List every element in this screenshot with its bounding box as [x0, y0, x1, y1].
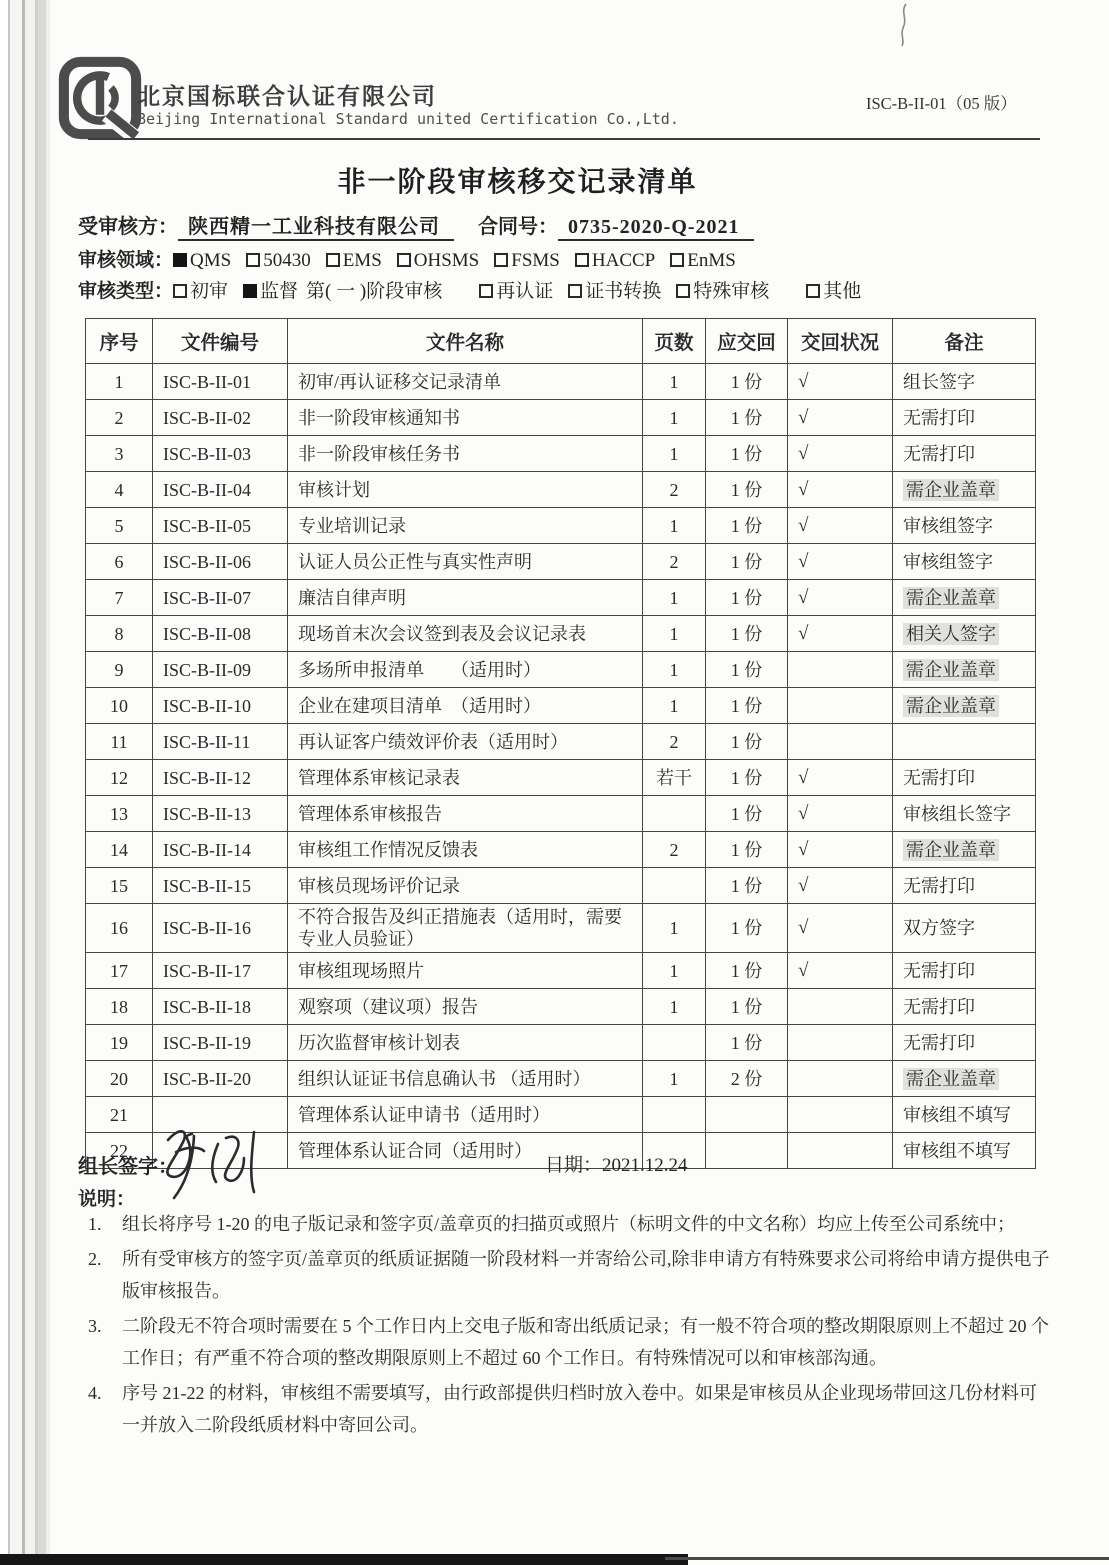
cell-doc-code: ISC-B-II-18 [153, 989, 288, 1025]
note-number: 2. [88, 1249, 102, 1269]
cell-return-status: √ [788, 953, 893, 989]
cell-return-status [788, 1133, 893, 1169]
cell-due: 1 份 [706, 796, 788, 832]
checkbox-unchecked-icon [676, 284, 690, 298]
cell-return-status [788, 989, 893, 1025]
cell-doc-name: 管理体系审核报告 [288, 796, 643, 832]
cell-remark [893, 832, 1036, 868]
date-label: 日期： [545, 1155, 603, 1176]
cell-remark: 审核组不填写 [893, 1133, 1036, 1169]
cell-due: 1 份 [706, 989, 788, 1025]
domain-option-EMS: EMS [326, 250, 382, 271]
cell-pages [643, 868, 706, 904]
note-item [88, 1243, 1053, 1307]
cell-due: 1 份 [706, 1025, 788, 1061]
cell-return-status [788, 1025, 893, 1061]
document-table-body [86, 364, 1036, 1169]
cell-serial: 15 [86, 868, 153, 904]
note-text: 序号 21-22 的材料，审核组不需要填写，由行政部提供归档时放入卷中。如果是审核员从企业现场带回这几份材料可一并放入二阶段纸质材料中寄回公司。 [122, 1383, 1037, 1435]
cell-doc-code: ISC-B-II-08 [153, 616, 288, 652]
cell-return-status [788, 724, 893, 760]
cell-doc-name: 非一阶段审核通知书 [288, 400, 643, 436]
audit-domain-label: 审核领域： [78, 250, 174, 271]
cell-pages: 1 [643, 580, 706, 616]
highlighted-remark: 需企业盖章 [903, 479, 999, 501]
type-option-初审: 初审 [173, 281, 228, 302]
table-row [86, 580, 1036, 616]
certification-logo-icon [58, 56, 142, 140]
cell-doc-name: 审核员现场评价记录 [288, 868, 643, 904]
cell-return-status: √ [788, 364, 893, 400]
cell-due [706, 1097, 788, 1133]
cell-pages: 1 [643, 1061, 706, 1097]
scan-bottom-band [0, 1554, 688, 1565]
table-row [86, 688, 1036, 724]
cell-remark: 审核组签字 [893, 508, 1036, 544]
column-header: 序号 [86, 319, 153, 364]
cell-doc-code: ISC-B-II-12 [153, 760, 288, 796]
cell-due: 1 份 [706, 472, 788, 508]
cell-doc-code: ISC-B-II-19 [153, 1025, 288, 1061]
header-divider [88, 138, 1040, 140]
checkbox-checked-icon [243, 284, 257, 298]
type-option-特殊审核: 特殊审核 [676, 281, 769, 302]
cell-remark: 无需打印 [893, 400, 1036, 436]
cell-doc-name: 初审/再认证移交记录清单 [288, 364, 643, 400]
highlighted-remark: 需企业盖章 [903, 695, 999, 717]
cell-pages: 1 [643, 364, 706, 400]
cell-return-status: √ [788, 832, 893, 868]
cell-pages: 2 [643, 472, 706, 508]
cell-serial: 5 [86, 508, 153, 544]
cell-return-status [788, 1097, 893, 1133]
table-row [86, 616, 1036, 652]
cell-remark [893, 616, 1036, 652]
table-row [86, 1061, 1036, 1097]
table-row [86, 400, 1036, 436]
company-name-en: Beijing International Standard united Certification Co.,Ltd. [137, 110, 679, 128]
table-row [86, 832, 1036, 868]
cell-serial: 10 [86, 688, 153, 724]
table-row [86, 472, 1036, 508]
cell-doc-name: 廉洁自律声明 [288, 580, 643, 616]
cell-due: 1 份 [706, 868, 788, 904]
cell-serial: 6 [86, 544, 153, 580]
cell-remark [893, 724, 1036, 760]
checkbox-checked-icon [173, 253, 187, 267]
cell-serial: 14 [86, 832, 153, 868]
table-row [86, 868, 1036, 904]
cell-doc-code: ISC-B-II-02 [153, 400, 288, 436]
type-option-其他: 其他 [806, 281, 861, 302]
stage-text: 第( 一 )阶段审核 [306, 281, 443, 302]
cell-remark [893, 652, 1036, 688]
cell-doc-name: 专业培训记录 [288, 508, 643, 544]
cell-due: 1 份 [706, 544, 788, 580]
domain-option-EnMS: EnMS [670, 250, 736, 271]
checkbox-unchecked-icon [806, 284, 820, 298]
scan-bottom-line [665, 1557, 1109, 1560]
highlighted-remark: 需企业盖章 [903, 839, 999, 861]
cell-serial: 9 [86, 652, 153, 688]
cell-serial: 3 [86, 436, 153, 472]
cell-pages [643, 1097, 706, 1133]
cell-pages: 2 [643, 832, 706, 868]
cell-doc-name: 再认证客户绩效评价表（适用时） [288, 724, 643, 760]
note-number: 1. [88, 1214, 102, 1234]
cell-serial: 12 [86, 760, 153, 796]
cell-due: 2 份 [706, 1061, 788, 1097]
cell-remark: 无需打印 [893, 953, 1036, 989]
checkbox-unchecked-icon [173, 284, 187, 298]
column-header: 页数 [643, 319, 706, 364]
form-code: ISC-B-II-01（05 版） [866, 94, 1017, 113]
cell-remark: 审核组签字 [893, 544, 1036, 580]
cell-serial: 8 [86, 616, 153, 652]
checkbox-unchecked-icon [494, 253, 508, 267]
cell-pages: 2 [643, 544, 706, 580]
contract-value: 0735-2020-Q-2021 [558, 216, 754, 241]
audit-type-options [173, 281, 876, 302]
audit-domain-line [78, 245, 751, 272]
table-row [86, 796, 1036, 832]
checkbox-unchecked-icon [246, 253, 260, 267]
cell-remark [893, 688, 1036, 724]
cell-return-status: √ [788, 868, 893, 904]
cell-return-status [788, 688, 893, 724]
cell-doc-code: ISC-B-II-03 [153, 436, 288, 472]
cell-return-status: √ [788, 796, 893, 832]
cell-return-status: √ [788, 436, 893, 472]
cell-doc-name: 管理体系认证合同（适用时） [288, 1133, 643, 1169]
cell-due: 1 份 [706, 364, 788, 400]
type-option-监督: 监督 第( 一 )阶段审核 [243, 281, 442, 302]
highlighted-remark: 需企业盖章 [903, 1068, 999, 1090]
document-checklist-table [85, 318, 1036, 1169]
leader-signature [152, 1122, 272, 1204]
cell-due: 1 份 [706, 508, 788, 544]
cell-pages: 1 [643, 652, 706, 688]
cell-remark: 组长签字 [893, 364, 1036, 400]
highlighted-remark: 需企业盖章 [903, 587, 999, 609]
cell-return-status: √ [788, 580, 893, 616]
cell-return-status [788, 1061, 893, 1097]
cell-doc-code: ISC-B-II-01 [153, 364, 288, 400]
cell-doc-name: 审核计划 [288, 472, 643, 508]
cell-remark: 无需打印 [893, 1025, 1036, 1061]
cell-due: 1 份 [706, 580, 788, 616]
cell-serial: 1 [86, 364, 153, 400]
cell-doc-name: 管理体系审核记录表 [288, 760, 643, 796]
cell-pages: 1 [643, 989, 706, 1025]
cell-doc-code: ISC-B-II-14 [153, 832, 288, 868]
cell-doc-name: 非一阶段审核任务书 [288, 436, 643, 472]
cell-doc-code: ISC-B-II-07 [153, 580, 288, 616]
domain-option-QMS: QMS [173, 250, 231, 271]
cell-remark: 审核组长签字 [893, 796, 1036, 832]
audit-type-line [78, 276, 876, 303]
domain-option-OHSMS: OHSMS [397, 250, 479, 271]
table-row [86, 508, 1036, 544]
auditee-contract-line [78, 210, 754, 239]
cell-doc-name: 审核组现场照片 [288, 953, 643, 989]
date-line [545, 1150, 688, 1177]
cell-pages: 1 [643, 508, 706, 544]
cell-due [706, 1133, 788, 1169]
cell-return-status: √ [788, 904, 893, 953]
table-row [86, 953, 1036, 989]
cell-serial: 17 [86, 953, 153, 989]
column-header: 备注 [893, 319, 1036, 364]
cell-due: 1 份 [706, 616, 788, 652]
cell-due: 1 份 [706, 436, 788, 472]
cell-doc-name: 认证人员公正性与真实性声明 [288, 544, 643, 580]
checkbox-unchecked-icon [397, 253, 411, 267]
checkbox-unchecked-icon [326, 253, 340, 267]
cell-serial: 18 [86, 989, 153, 1025]
table-row [86, 364, 1036, 400]
cell-due: 1 份 [706, 724, 788, 760]
cell-serial: 11 [86, 724, 153, 760]
audit-type-label: 审核类型： [78, 281, 174, 302]
cell-doc-name: 管理体系认证申请书（适用时） [288, 1097, 643, 1133]
cell-serial: 16 [86, 904, 153, 953]
cell-due: 1 份 [706, 400, 788, 436]
note-number: 4. [88, 1383, 102, 1403]
cell-pages: 若干 [643, 760, 706, 796]
document-title: 非一阶段审核移交记录清单 [337, 167, 698, 198]
checkbox-unchecked-icon [479, 284, 493, 298]
scan-speck-artifact [896, 2, 916, 48]
cell-serial: 21 [86, 1097, 153, 1133]
domain-option-FSMS: FSMS [494, 250, 560, 271]
cell-serial: 4 [86, 472, 153, 508]
cell-serial: 2 [86, 400, 153, 436]
cell-pages: 1 [643, 688, 706, 724]
cell-doc-code: ISC-B-II-11 [153, 724, 288, 760]
cell-return-status: √ [788, 760, 893, 796]
cell-pages: 1 [643, 400, 706, 436]
domain-option-50430: 50430 [246, 250, 311, 271]
highlighted-remark: 需企业盖章 [903, 659, 999, 681]
cell-due: 1 份 [706, 953, 788, 989]
checkbox-unchecked-icon [575, 253, 589, 267]
note-text: 二阶段无不符合项时需要在 5 个工作日内上交电子版和寄出纸质记录；有一般不符合项的整改期限原则上不超过 20 个工作日；有严重不符合项的整改期限原则上不超过 60 个工作日。有特殊情况可以和审核部沟通。 [122, 1316, 1049, 1368]
cell-doc-name: 历次监督审核计划表 [288, 1025, 643, 1061]
cell-doc-code: ISC-B-II-17 [153, 953, 288, 989]
cell-serial: 22 [86, 1133, 153, 1169]
cell-doc-name: 多场所申报清单 （适用时） [288, 652, 643, 688]
checkbox-unchecked-icon [568, 284, 582, 298]
cell-remark [893, 580, 1036, 616]
cell-doc-name: 审核组工作情况反馈表 [288, 832, 643, 868]
cell-remark: 无需打印 [893, 868, 1036, 904]
cell-doc-name: 企业在建项目清单 （适用时） [288, 688, 643, 724]
cell-pages [643, 796, 706, 832]
cell-doc-code: ISC-B-II-16 [153, 904, 288, 953]
cell-doc-code: ISC-B-II-04 [153, 472, 288, 508]
table-row [86, 1025, 1036, 1061]
notes-label: 说明： [78, 1189, 136, 1210]
date-value: 2021.12.24 [602, 1155, 688, 1176]
cell-doc-code: ISC-B-II-09 [153, 652, 288, 688]
cell-remark: 双方签字 [893, 904, 1036, 953]
leader-sign-label: 组长签字： [78, 1156, 178, 1178]
note-text: 所有受审核方的签字页/盖章页的纸质证据随一阶段材料一并寄给公司,除非申请方有特殊要求公司将给申请方提供电子版审核报告。 [122, 1249, 1050, 1301]
cell-doc-code: ISC-B-II-05 [153, 508, 288, 544]
type-option-再认证: 再认证 [479, 281, 553, 302]
table-row [86, 989, 1036, 1025]
cell-doc-name: 现场首末次会议签到表及会议记录表 [288, 616, 643, 652]
cell-pages: 1 [643, 436, 706, 472]
cell-pages [643, 1025, 706, 1061]
cell-remark [893, 1061, 1036, 1097]
cell-serial: 13 [86, 796, 153, 832]
table-row [86, 904, 1036, 953]
table-row [86, 436, 1036, 472]
cell-remark: 无需打印 [893, 436, 1036, 472]
cell-remark: 审核组不填写 [893, 1097, 1036, 1133]
table-row [86, 652, 1036, 688]
cell-doc-code: ISC-B-II-13 [153, 796, 288, 832]
cell-serial: 20 [86, 1061, 153, 1097]
cell-remark: 无需打印 [893, 760, 1036, 796]
column-header: 交回状况 [788, 319, 893, 364]
cell-pages: 2 [643, 724, 706, 760]
audit-domain-options [173, 250, 751, 271]
cell-pages: 1 [643, 904, 706, 953]
note-item [88, 1310, 1053, 1374]
cell-remark: 无需打印 [893, 989, 1036, 1025]
table-row [86, 760, 1036, 796]
cell-doc-name: 不符合报告及纠正措施表（适用时，需要专业人员验证） [288, 904, 643, 953]
scan-left-edge [0, 0, 54, 1565]
highlighted-remark: 相关人签字 [903, 623, 999, 645]
cell-doc-code: ISC-B-II-06 [153, 544, 288, 580]
checkbox-unchecked-icon [670, 253, 684, 267]
contract-label: 合同号： [478, 216, 558, 238]
cell-doc-code: ISC-B-II-10 [153, 688, 288, 724]
column-header: 文件名称 [288, 319, 643, 364]
cell-due: 1 份 [706, 904, 788, 953]
column-header: 文件编号 [153, 319, 288, 364]
cell-doc-name: 观察项（建议项）报告 [288, 989, 643, 1025]
company-name-cn: 北京国标联合认证有限公司 [137, 84, 437, 109]
cell-due: 1 份 [706, 760, 788, 796]
cell-return-status: √ [788, 508, 893, 544]
cell-due: 1 份 [706, 652, 788, 688]
note-item [88, 1208, 1053, 1240]
table-header-row [86, 319, 1036, 364]
cell-remark [893, 472, 1036, 508]
note-text: 组长将序号 1-20 的电子版记录和签字页/盖章页的扫描页或照片（标明文件的中文名称）均应上传至公司系统中； [122, 1214, 1015, 1234]
cell-return-status: √ [788, 400, 893, 436]
domain-option-HACCP: HACCP [575, 250, 655, 271]
column-header: 应交回 [706, 319, 788, 364]
auditee-value: 陕西精一工业科技有限公司 [178, 216, 454, 241]
cell-return-status: √ [788, 616, 893, 652]
cell-serial: 7 [86, 580, 153, 616]
cell-pages: 1 [643, 953, 706, 989]
cell-doc-code: ISC-B-II-15 [153, 868, 288, 904]
cell-due: 1 份 [706, 688, 788, 724]
auditee-label: 受审核方： [78, 216, 178, 238]
cell-return-status: √ [788, 544, 893, 580]
cell-return-status: √ [788, 472, 893, 508]
table-row [86, 724, 1036, 760]
cell-due: 1 份 [706, 832, 788, 868]
cell-doc-code: ISC-B-II-20 [153, 1061, 288, 1097]
cell-pages: 1 [643, 616, 706, 652]
type-option-证书转换: 证书转换 [568, 281, 661, 302]
cell-doc-name: 组织认证证书信息确认书 （适用时） [288, 1061, 643, 1097]
table-row [86, 544, 1036, 580]
notes-list [88, 1208, 1053, 1444]
cell-serial: 19 [86, 1025, 153, 1061]
cell-return-status [788, 652, 893, 688]
note-item [88, 1377, 1053, 1441]
note-number: 3. [88, 1316, 102, 1336]
